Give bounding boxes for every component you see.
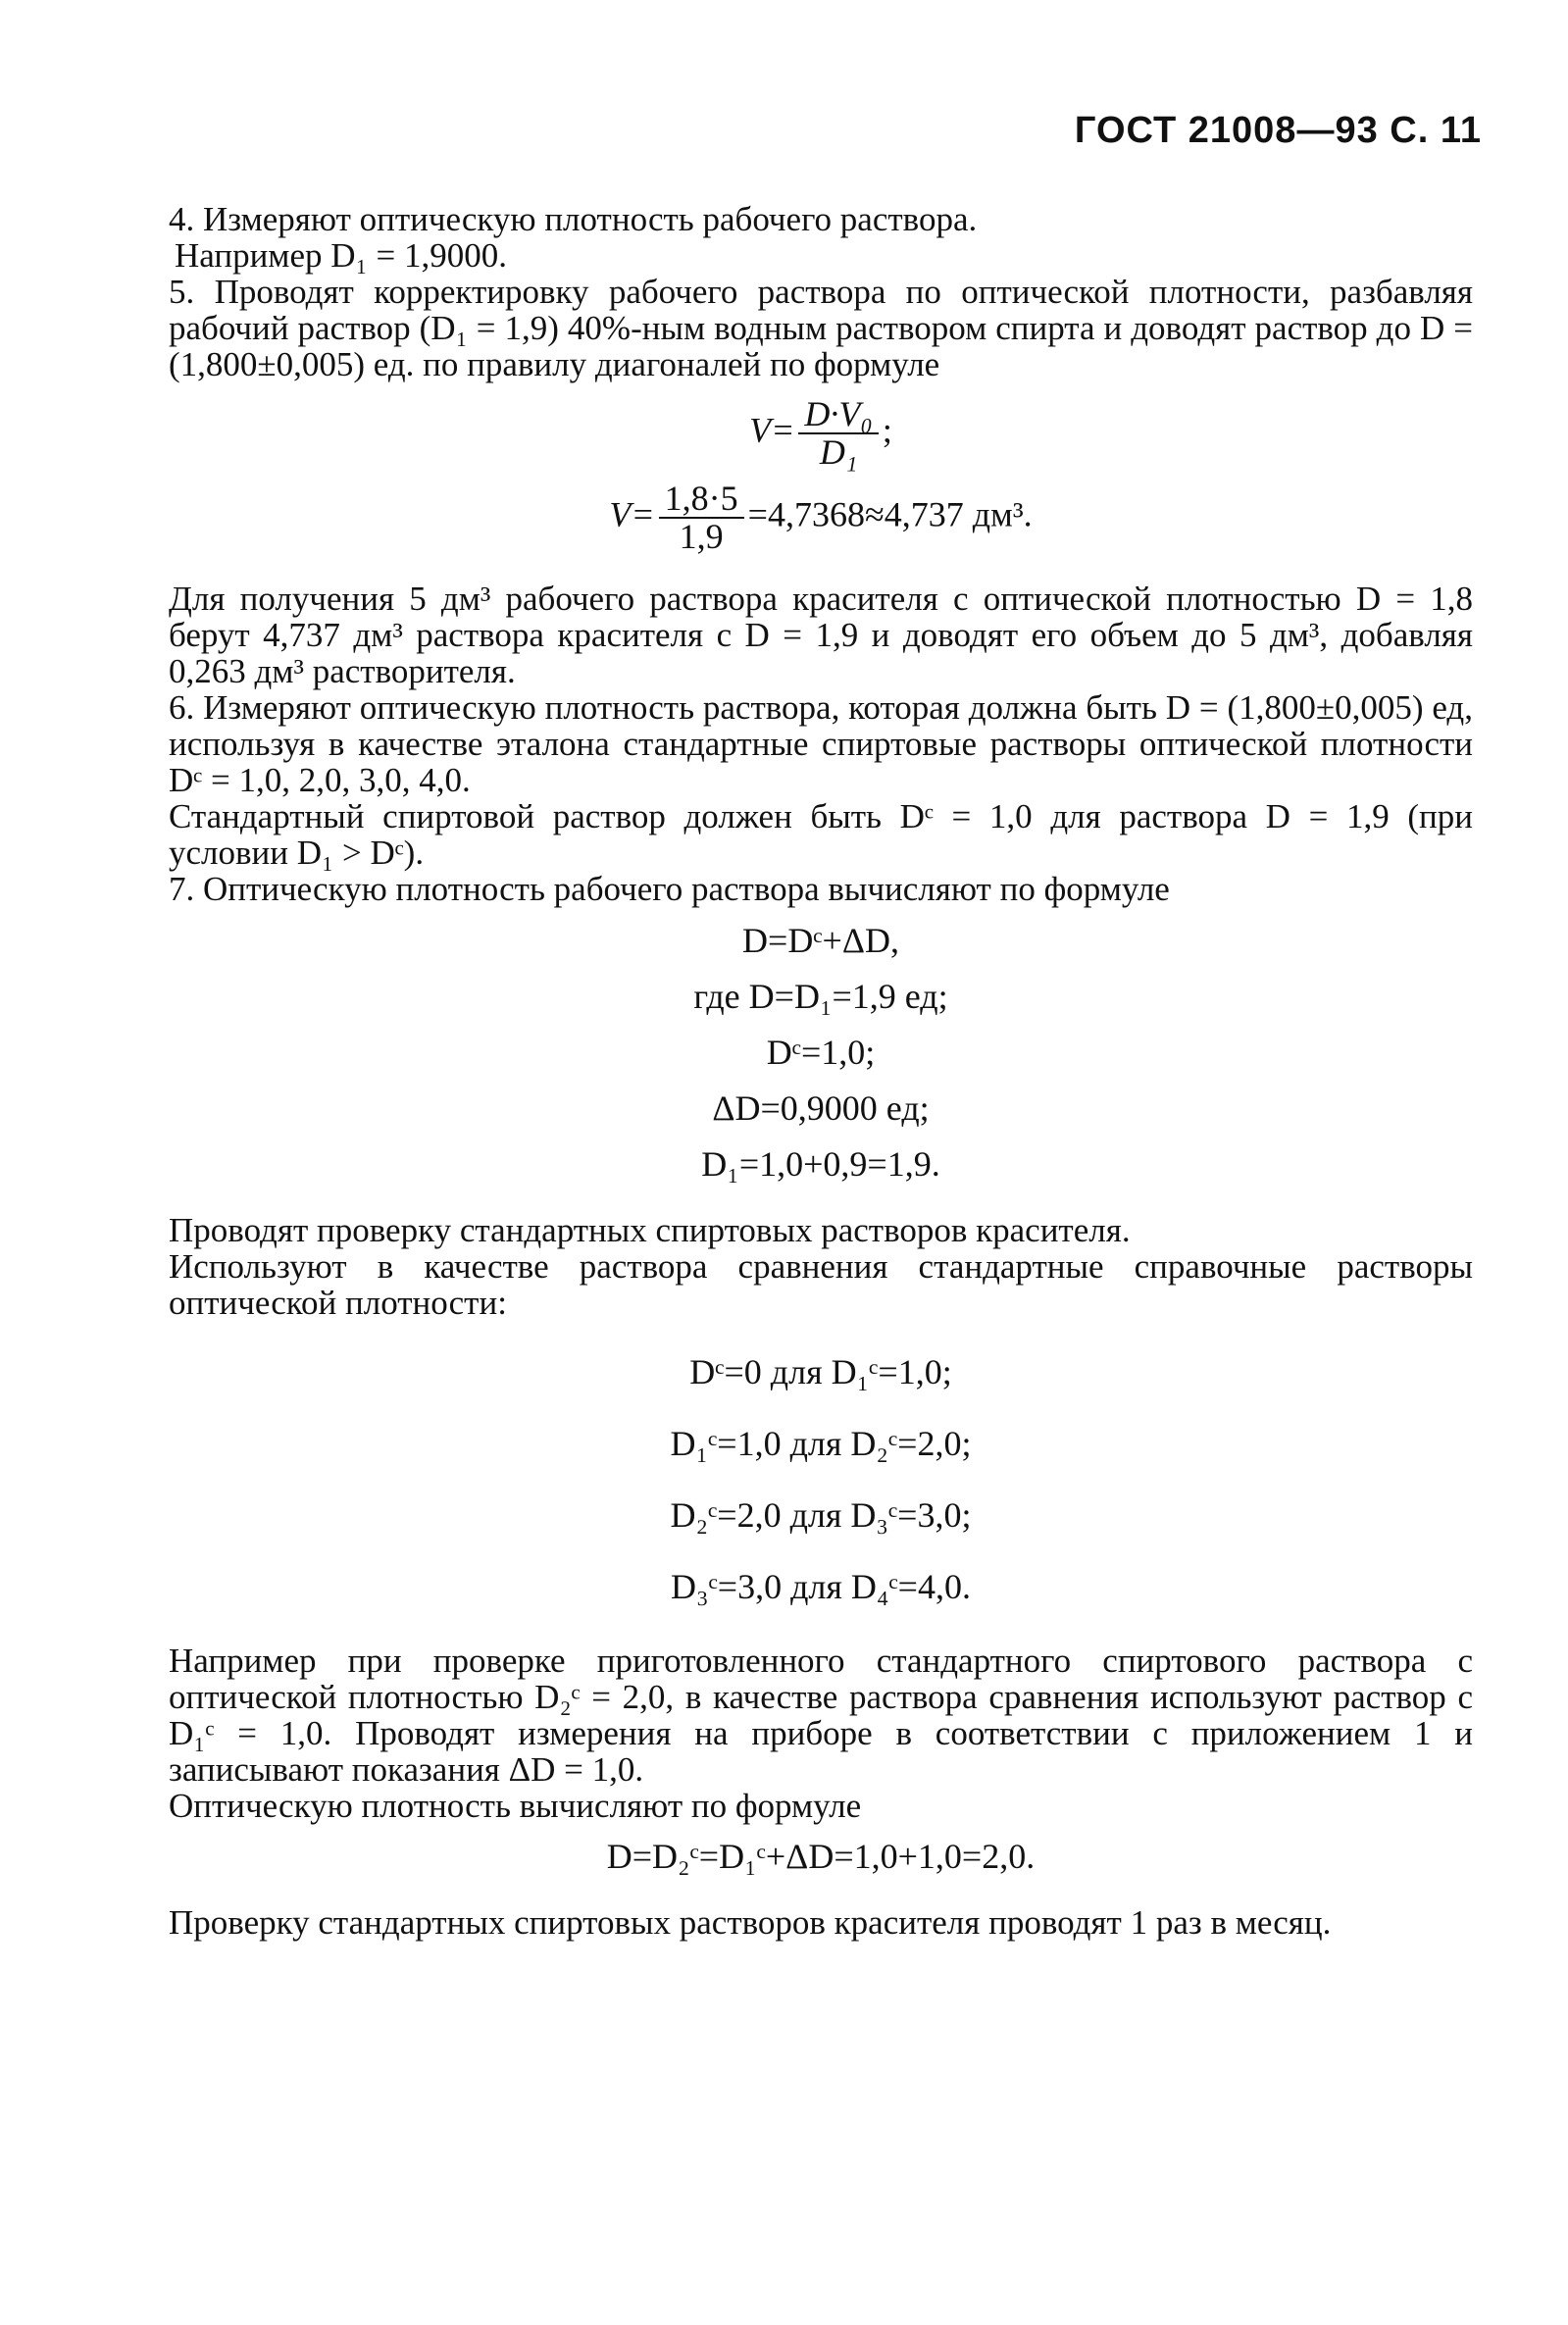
reference-line: D₃ᶜ=3,0 для D₄ᶜ=4,0.	[671, 1567, 971, 1606]
equation-line: D₁=1,0+0,9=1,9.	[701, 1144, 940, 1184]
equation-line: где D=D₁=1,9 ед;	[693, 977, 948, 1016]
equation-line: Dᶜ=1,0;	[766, 1033, 876, 1072]
equation-line: ΔD=0,9000 ед;	[712, 1088, 930, 1128]
step-4: 4. Измеряют оптическую плотность рабочего раствора.	[169, 200, 978, 238]
standard-solution-note: Стандартный спиртовой раствор должен быть Dᶜ = 1,0 для раствора D = 1,9 (при условии D₁ > Dᶜ).	[169, 797, 1473, 872]
reference-list	[169, 1337, 1473, 1623]
reference-line: D₁ᶜ=1,0 для D₂ᶜ=2,0;	[670, 1424, 972, 1463]
formula-v-numeric: V= $\frac{1,8\cdot 5}{1,9}$ =4,7368≈4,737 дм³.	[609, 479, 1033, 556]
formula-v-general: V= $\frac{\text{D·V₀}}{\text{D₁}}$ ;	[749, 394, 892, 472]
reference-line: D₂ᶜ=2,0 для D₃ᶜ=3,0;	[670, 1495, 972, 1535]
reference-line: Dᶜ=0 для D₁ᶜ=1,0;	[689, 1352, 952, 1391]
example-2: Например при проверке приготовленного стандартного спиртового раствора с оптической плотностью D₂ᶜ = 2,0, в качестве раствора сравнения используют раствор с D₁ᶜ = 1,0. Проводят измерения на приборе в соответствии с приложением 1 и записывают показания ΔD = 1,0.	[169, 1642, 1473, 1789]
equation-block	[169, 913, 1473, 1192]
paragraph-dilution: Для получения 5 дм³ рабочего раствора красителя с оптической плотностью D = 1,8 берут 4,737 дм³ раствора красителя с D = 1,9 и доводят его объем до 5 дм³, добавляя 0,263 дм³ растворителя.	[169, 580, 1473, 690]
check-reference-paragraph: Используют в качестве раствора сравнения стандартные справочные растворы оптической плотности:	[169, 1247, 1473, 1322]
final-paragraph: Проверку стандартных спиртовых растворов красителя проводят 1 раз в месяц.	[169, 1903, 1332, 1942]
calc-intro: Оптическую плотность вычисляют по формуле	[169, 1787, 862, 1825]
example-1: Например D₁ = 1,9000.	[175, 236, 507, 275]
step-7: 7. Оптическую плотность рабочего раствора вычисляют по формуле	[169, 870, 1170, 908]
step-6: 6. Измеряют оптическую плотность раствора, которая должна быть D = (1,800±0,005) ед, используя в качестве эталона стандартные спиртовые растворы оптической плотности Dᶜ = 1,0, 2,0, 3,0, 4,0.	[169, 688, 1473, 799]
step-5: 5. Проводят корректировку рабочего раствора по оптической плотности, разбавляя рабочий раствор (D₁ = 1,9) 40%-ным водным раствором спирта и доводят раствор до D = (1,800±0,005) ед. по правилу диагоналей по формуле	[169, 273, 1473, 383]
page-header: ГОСТ 21008—93 С. 11	[1074, 110, 1482, 151]
document-body	[169, 201, 1473, 1941]
check-paragraph: Проводят проверку стандартных спиртовых растворов красителя.	[169, 1211, 1131, 1249]
calc-equation: D=D₂ᶜ=D₁ᶜ+ΔD=1,0+1,0=2,0.	[606, 1837, 1036, 1876]
equation-line: D=Dᶜ+ΔD,	[742, 921, 899, 960]
